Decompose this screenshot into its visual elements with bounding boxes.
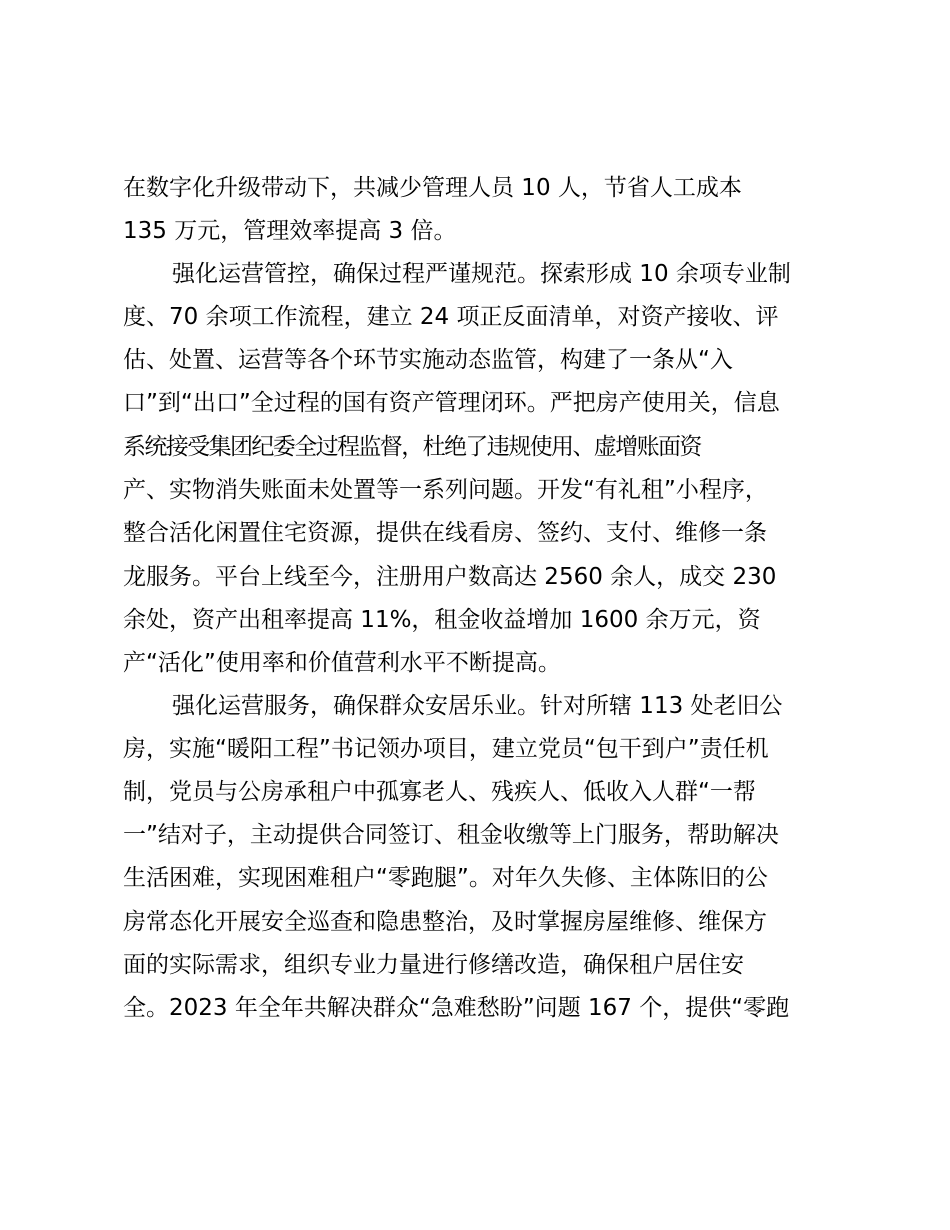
text-line: 产、实物消失账面未处置等一系列问题。开发“有礼租”小程序， — [123, 477, 768, 503]
text-line: 整合活化闲置住宅资源，提供在线看房、签约、支付、维修一条 — [123, 520, 767, 546]
text-line: 余处，资产出租率提高 11%，租金收益增加 1600 余万元，资 — [123, 607, 761, 633]
text-line: 房常态化开展安全巡查和隐患整治，及时掌握房屋维修、维保方 — [123, 909, 767, 935]
text-line: 生活困难，实现困难租户“零跑腿”。对年久失修、主体陈旧的公 — [123, 865, 768, 891]
text-line: 房，实施“暖阳工程”书记领办项目，建立党员“包干到户”责任机 — [123, 736, 769, 762]
text-line: 口”到“出口”全过程的国有资产管理闭环。严把房产使用关，信息 — [123, 390, 780, 416]
text-line: 面的实际需求，组织专业力量进行修缮改造，确保租户居住安 — [123, 952, 744, 978]
paragraph-heading-line: 强化运营服务，确保群众安居乐业。针对所辖 113 处老旧公 — [172, 693, 783, 719]
text-line: 制，党员与公房承租户中孤寡老人、残疾人、低收入人群“一帮 — [123, 779, 756, 805]
text-line: 度、70 余项工作流程，建立 24 项正反面清单，对资产接收、评 — [123, 304, 779, 330]
text-line: 系统接受集团纪委全过程监督，杜绝了违规使用、虚增账面资 — [123, 434, 701, 460]
text-line: 全。2023 年全年共解决群众“急难愁盼”问题 167 个，提供“零跑 — [123, 995, 790, 1021]
text-line: 产“活化”使用率和价值营利水平不断提高。 — [123, 650, 561, 676]
text-line: 一”结对子，主动提供合同签订、租金收缴等上门服务，帮助解决 — [123, 822, 779, 848]
text-line: 龙服务。平台上线至今，注册用户数高达 2560 余人，成交 230 — [123, 564, 777, 590]
text-line: 在数字化升级带动下，共减少管理人员 10 人，节省人工成本 — [123, 175, 742, 201]
paragraph-heading-line: 强化运营管控，确保过程严谨规范。探索形成 10 余项专业制 — [172, 261, 791, 287]
text-line: 135 万元，管理效率提高 3 倍。 — [123, 218, 457, 244]
text-line: 估、处置、运营等各个环节实施动态监管，构建了一条从“入 — [123, 347, 733, 373]
